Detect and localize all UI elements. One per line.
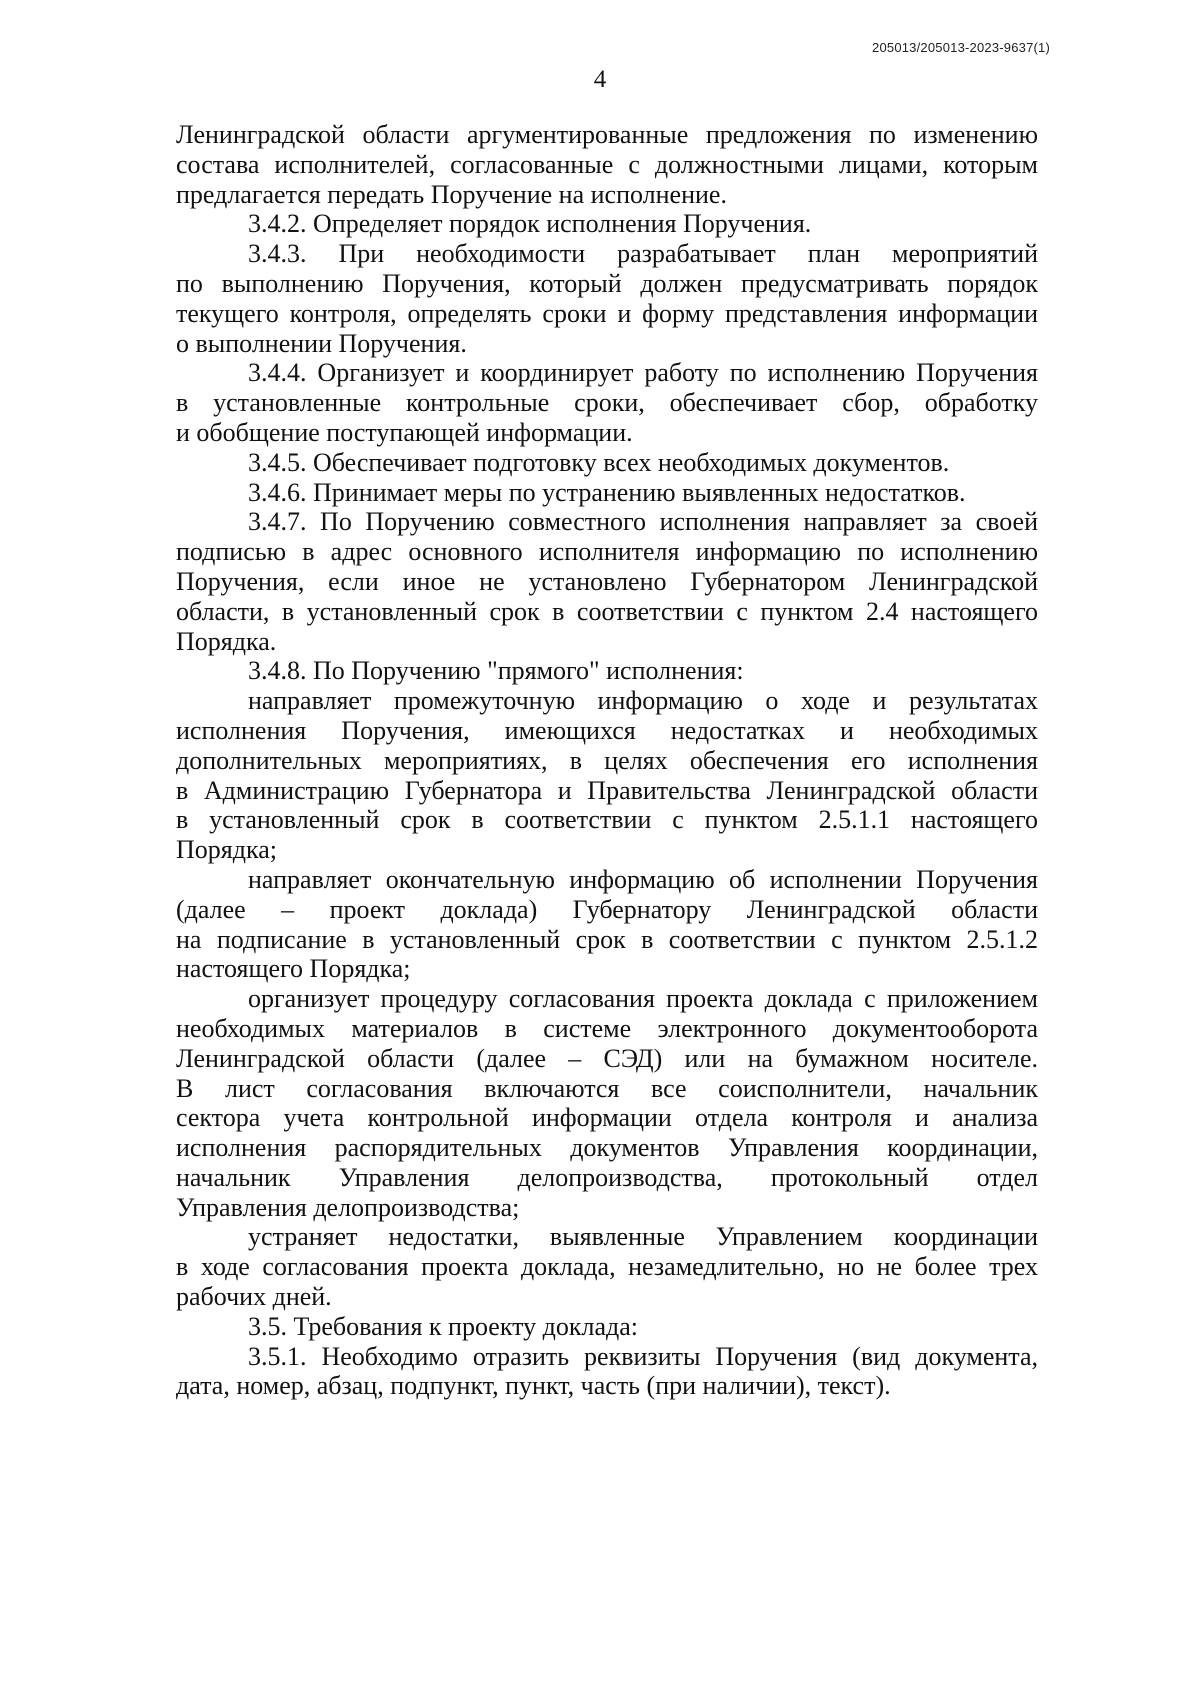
text-line: сектора учета контрольной информации отдела контроля и анализа: [176, 1103, 1038, 1133]
text-line: необходимых материалов в системе электронного документооборота: [176, 1013, 1038, 1043]
text-line: исполнения распорядительных документов Управления координации,: [176, 1133, 1038, 1163]
text-line: 3.4.8. По Поручению "прямого" исполнения:: [248, 656, 744, 686]
text-line: дата, номер, абзац, подпункт, пункт, часть (при наличии), текст).: [176, 1371, 891, 1401]
text-line: Управления делопроизводства;: [176, 1192, 520, 1222]
text-line: настоящего Порядка;: [176, 954, 411, 984]
text-line: дополнительных мероприятиях, в целях обеспечения его исполнения: [176, 745, 1038, 775]
text-line: Порядка;: [176, 835, 277, 865]
text-line: 3.4.7. По Поручению совместного исполнения направляет за своей: [248, 507, 1038, 537]
text-line: 3.5. Требования к проекту доклада:: [248, 1311, 638, 1341]
text-line: исполнения Поручения, имеющихся недостатках и необходимых: [176, 715, 1038, 745]
text-line: о выполнении Поручения.: [176, 328, 467, 358]
text-line: 3.4.2. Определяет порядок исполнения Поручения.: [248, 209, 812, 239]
text-line: Поручения, если иное не установлено Губернатором Ленинградской: [176, 566, 1038, 596]
text-line: в Администрацию Губернатора и Правительства Ленинградской области: [176, 775, 1038, 805]
text-line: 3.5.1. Необходимо отразить реквизиты Поручения (вид документа,: [248, 1341, 1038, 1371]
text-line: (далее – проект доклада) Губернатору Ленинградской области: [176, 894, 1038, 924]
text-line: 3.4.3. При необходимости разрабатывает план мероприятий: [248, 239, 1038, 269]
text-line: состава исполнителей, согласованные с должностными лицами, которым: [176, 149, 1038, 179]
text-line: в ходе согласования проекта доклада, незамедлительно, но не более трех: [176, 1252, 1038, 1282]
text-line: и обобщение поступающей информации.: [176, 417, 633, 447]
text-line: в установленный срок в соответствии с пунктом 2.5.1.1 настоящего: [176, 805, 1038, 835]
text-line: В лист согласования включаются все соисполнители, начальник: [176, 1073, 1038, 1103]
text-line: устраняет недостатки, выявленные Управлением координации: [248, 1222, 1038, 1252]
text-line: 3.4.4. Организует и координирует работу по исполнению Поручения: [248, 358, 1038, 388]
page-number: 4: [593, 66, 607, 93]
document-id: 205013/205013-2023-9637(1): [872, 40, 1050, 55]
text-line: области, в установленный срок в соответствии с пунктом 2.4 настоящего: [176, 596, 1038, 626]
text-line: подписью в адрес основного исполнителя информацию по исполнению: [176, 537, 1038, 567]
text-line: Порядка.: [176, 626, 277, 656]
text-line: предлагается передать Поручение на исполнение.: [176, 179, 727, 209]
text-line: по выполнению Поручения, который должен предусматривать порядок: [176, 268, 1038, 298]
text-line: Ленинградской области (далее – СЭД) или на бумажном носителе.: [176, 1043, 1038, 1073]
document-body: [176, 120, 1038, 1401]
text-line: 3.4.6. Принимает меры по устранению выявленных недостатков.: [248, 477, 966, 507]
text-line: в установленные контрольные сроки, обеспечивает сбор, обработку: [176, 388, 1038, 418]
text-line: направляет окончательную информацию об исполнении Поручения: [248, 864, 1038, 894]
text-line: 3.4.5. Обеспечивает подготовку всех необходимых документов.: [248, 447, 950, 477]
text-line: начальник Управления делопроизводства, протокольный отдел: [176, 1162, 1038, 1192]
text-line: Ленинградской области аргументированные предложения по изменению: [176, 120, 1038, 149]
text-line: организует процедуру согласования проекта доклада с приложением: [248, 984, 1038, 1014]
text-line: на подписание в установленный срок в соответствии с пунктом 2.5.1.2: [176, 924, 1038, 954]
text-line: направляет промежуточную информацию о ходе и результатах: [248, 686, 1038, 716]
text-line: текущего контроля, определять сроки и форму представления информации: [176, 298, 1038, 328]
text-line: рабочих дней.: [176, 1282, 332, 1312]
